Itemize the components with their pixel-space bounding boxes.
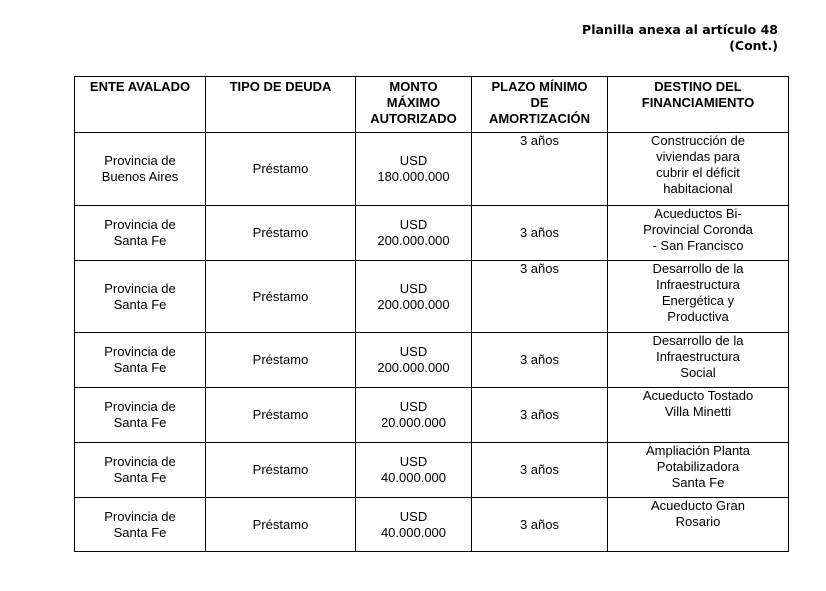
cell-ente: Provincia de Santa Fe [75, 388, 206, 443]
cell-plazo: 3 años [472, 443, 608, 498]
annex-table [74, 76, 789, 552]
cell-destino: Construcción de viviendas para cubrir el déficit habitacional [608, 133, 789, 206]
cell-monto: USD 40.000.000 [356, 443, 472, 498]
table-row [75, 443, 789, 498]
cell-destino: Acueducto Tostado Villa Minetti [608, 388, 789, 443]
table-row [75, 133, 789, 206]
cell-plazo: 3 años [472, 388, 608, 443]
cell-monto: USD 200.000.000 [356, 206, 472, 261]
cell-tipo: Préstamo [206, 388, 356, 443]
cell-tipo: Préstamo [206, 333, 356, 388]
cell-plazo: 3 años [472, 498, 608, 552]
cell-monto: USD 20.000.000 [356, 388, 472, 443]
cell-monto: USD 180.000.000 [356, 133, 472, 206]
col-header-tipo: TIPO DE DEUDA [206, 77, 356, 133]
table-row [75, 261, 789, 333]
cell-plazo: 3 años [472, 206, 608, 261]
cell-ente: Provincia de Santa Fe [75, 333, 206, 388]
title-line-1: Planilla anexa al artículo 48 [582, 22, 778, 37]
cell-monto: USD 40.000.000 [356, 498, 472, 552]
cell-destino: Ampliación Planta Potabilizadora Santa Fe [608, 443, 789, 498]
cell-tipo: Préstamo [206, 206, 356, 261]
cell-monto: USD 200.000.000 [356, 261, 472, 333]
cell-ente: Provincia de Santa Fe [75, 498, 206, 552]
cell-tipo: Préstamo [206, 498, 356, 552]
table-row [75, 333, 789, 388]
cell-monto: USD 200.000.000 [356, 333, 472, 388]
cell-destino: Desarrollo de la Infraestructura Energética y Productiva [608, 261, 789, 333]
cell-ente: Provincia de Buenos Aires [75, 133, 206, 206]
table-header-row [75, 77, 789, 133]
cell-destino: Acueducto Gran Rosario [608, 498, 789, 552]
cell-plazo: 3 años [472, 133, 608, 206]
col-header-ente: ENTE AVALADO [75, 77, 206, 133]
cell-plazo: 3 años [472, 261, 608, 333]
cell-ente: Provincia de Santa Fe [75, 261, 206, 333]
page-title [582, 22, 778, 54]
table-row [75, 206, 789, 261]
col-header-monto: MONTO MÁXIMO AUTORIZADO [356, 77, 472, 133]
cell-destino: Desarrollo de la Infraestructura Social [608, 333, 789, 388]
cell-tipo: Préstamo [206, 133, 356, 206]
cell-tipo: Préstamo [206, 443, 356, 498]
table-row [75, 498, 789, 552]
col-header-plazo: PLAZO MÍNIMO DE AMORTIZACIÓN [472, 77, 608, 133]
cell-destino: Acueductos Bi- Provincial Coronda - San Francisco [608, 206, 789, 261]
title-line-2: (Cont.) [729, 38, 778, 53]
cell-plazo: 3 años [472, 333, 608, 388]
table-row [75, 388, 789, 443]
cell-ente: Provincia de Santa Fe [75, 206, 206, 261]
cell-ente: Provincia de Santa Fe [75, 443, 206, 498]
cell-tipo: Préstamo [206, 261, 356, 333]
col-header-destino: DESTINO DEL FINANCIAMIENTO [608, 77, 789, 133]
